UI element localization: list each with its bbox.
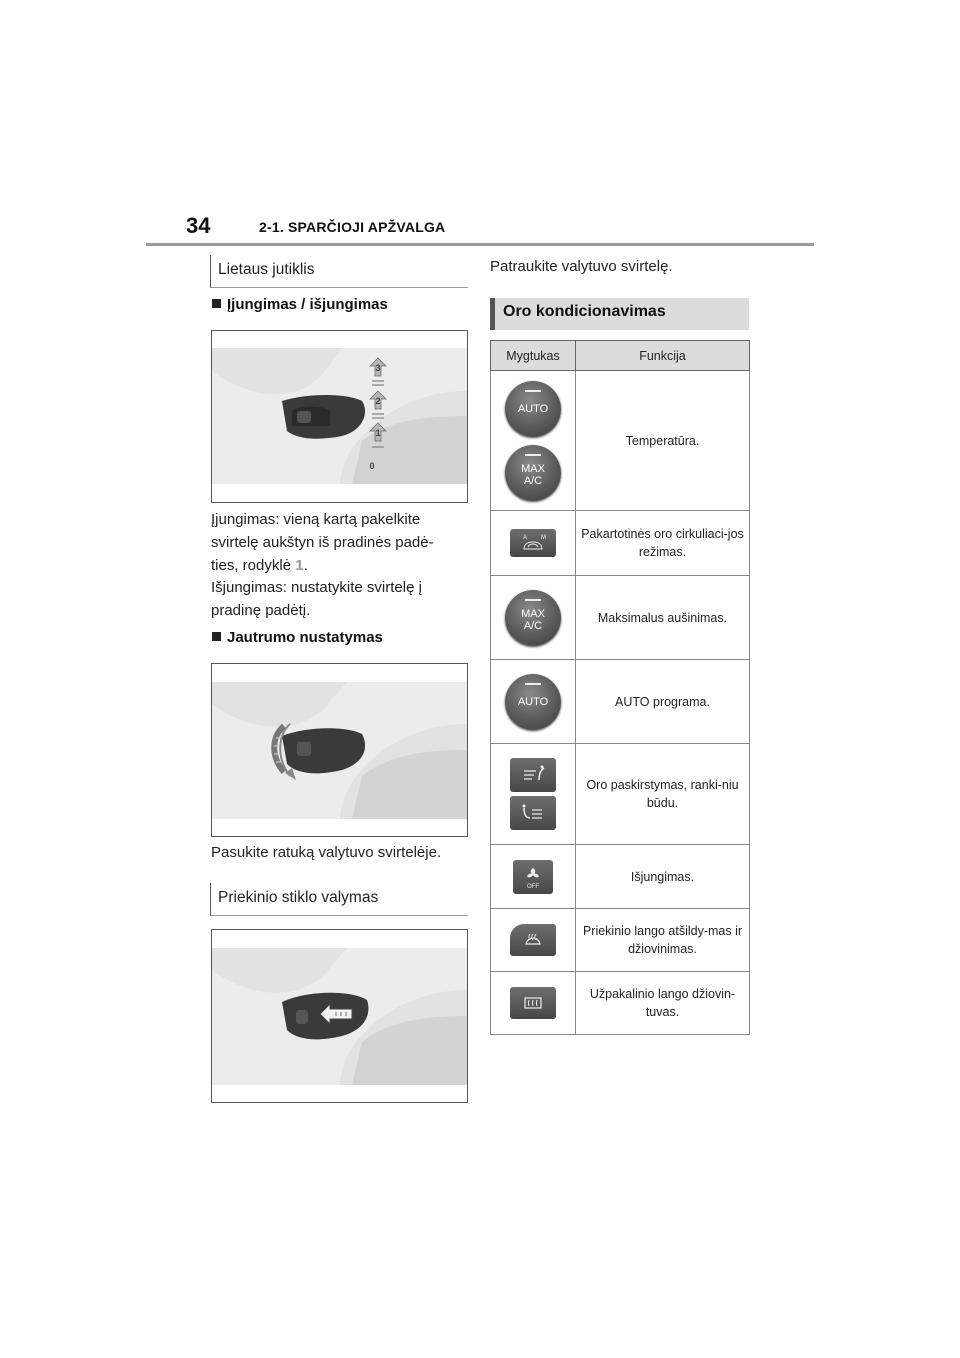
washer-figure — [211, 929, 468, 1103]
col-button-header: Mygtukas — [491, 341, 576, 371]
position-0-label: 0 — [369, 461, 375, 471]
table-row — [491, 576, 750, 660]
table-row — [491, 511, 750, 576]
ac-buttons-table — [490, 340, 750, 1035]
sensitivity-wheel-figure — [211, 663, 468, 837]
col-function-header: Funkcija — [576, 341, 750, 371]
function-cell: Temperatūra. — [576, 371, 750, 511]
air-distribution-buttons-icon — [491, 744, 576, 845]
fan-off-icon — [513, 860, 553, 894]
auto-and-max-ac-buttons-icon — [491, 371, 576, 511]
table-row — [491, 972, 750, 1035]
auto-button: AUTO — [505, 381, 561, 437]
max-ac-button-icon: MAX A/C — [491, 576, 576, 660]
function-cell: Užpakalinio lango džiovin-tuvas. — [576, 972, 750, 1035]
air-distribution-lower-icon — [510, 796, 556, 830]
onoff-heading — [212, 296, 388, 313]
function-cell: Pakartotinės oro cirkuliaci-jos režimas. — [576, 511, 750, 576]
bullet-square-icon — [212, 632, 221, 641]
onoff-heading-text: Įjungimas / išjungimas — [227, 296, 388, 313]
recirculation-button-icon — [491, 511, 576, 576]
table-row — [491, 909, 750, 972]
off-button-icon — [491, 845, 576, 909]
paragraph-switch-off: Išjungimas: nustatykite svirtelę į pradinę padėtį. — [211, 579, 422, 619]
header-rule — [146, 243, 814, 246]
auto-button-icon: AUTO — [491, 660, 576, 744]
chapter-title: 2-1. SPARČIOJI APŽVALGA — [259, 219, 446, 235]
function-cell: AUTO programa. — [576, 660, 750, 744]
sensitivity-wheel-illustration — [212, 664, 467, 836]
arrow-ref-1: 1 — [295, 557, 304, 574]
paragraph-sensitivity: Pasukite ratuką valytuvo svirtelėje. — [211, 844, 442, 861]
sensitivity-heading-text: Jautrumo nustatymas — [227, 629, 383, 646]
table-header-row — [491, 341, 750, 371]
switch-on-text: Įjungimas: vieną kartą pakelkite svirtelę aukštyn iš pradinės padė-ties, rodyklė — [211, 511, 434, 574]
bullet-square-icon — [212, 299, 221, 308]
washer-illustration — [212, 930, 467, 1102]
svg-text:A: A — [523, 535, 528, 541]
function-cell: Priekinio lango atšildy-mas ir džiovinimas. — [576, 909, 750, 972]
front-windshield-heat-icon — [510, 924, 556, 956]
sensitivity-heading — [212, 629, 383, 646]
switch-on-end: . — [303, 557, 308, 574]
table-row — [491, 371, 750, 511]
table-row — [491, 744, 750, 845]
position-3-label: 3 — [375, 363, 381, 373]
lever-positions-illustration — [212, 331, 467, 502]
recirculation-car-icon — [510, 529, 556, 557]
position-1-label: 1 — [375, 428, 381, 438]
page-number: 34 — [186, 213, 211, 238]
washer-heading-text: Priekinio stiklo valymas — [218, 889, 379, 906]
position-2-label: 2 — [375, 396, 381, 406]
rear-window-heat-icon — [510, 987, 556, 1019]
rain-sensor-heading-text: Lietaus jutiklis — [218, 261, 315, 278]
ac-section-heading: Oro kondicionavimas — [490, 298, 749, 330]
air-distribution-upper-icon — [510, 758, 556, 792]
table-row — [491, 660, 750, 744]
svg-text:M: M — [541, 535, 546, 541]
function-cell: Išjungimas. — [576, 845, 750, 909]
washer-heading — [210, 883, 468, 916]
lever-positions-figure — [211, 330, 468, 503]
table-row — [491, 845, 750, 909]
function-cell: Oro paskirstymas, ranki-niu būdu. — [576, 744, 750, 845]
rear-defrost-button-icon — [491, 972, 576, 1035]
max-ac-button: MAX A/C — [505, 445, 561, 501]
function-cell: Maksimalus aušinimas. — [576, 576, 750, 660]
paragraph-switch-on — [211, 508, 461, 577]
front-defrost-button-icon — [491, 909, 576, 972]
svg-text:OFF: OFF — [527, 883, 539, 890]
paragraph-pull-lever: Patraukite valytuvo svirtelę. — [490, 258, 673, 275]
rain-sensor-heading — [210, 255, 468, 288]
